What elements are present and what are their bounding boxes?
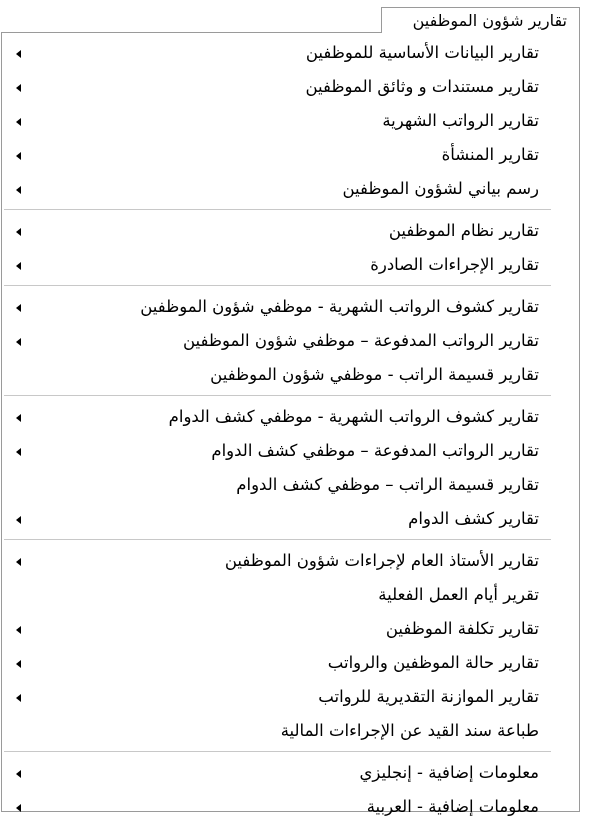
submenu-arrow-icon (16, 694, 21, 702)
menu-item-label: تقارير الموازنة التقديرية للرواتب (318, 687, 539, 706)
menu-item-label: تقارير كشف الدوام (408, 509, 539, 528)
submenu-arrow-icon (16, 414, 21, 422)
submenu-arrow-icon (16, 50, 21, 58)
submenu-arrow-icon (16, 152, 21, 160)
menu-item-label: طباعة سند القيد عن الإجراءات المالية (280, 721, 539, 740)
menu-item-label: تقارير قسيمة الراتب – موظفي كشف الدوام (236, 475, 539, 494)
menu-separator (4, 539, 551, 540)
menu-item[interactable] (2, 400, 579, 434)
submenu-arrow-icon (16, 84, 21, 92)
menu-item[interactable] (2, 290, 579, 324)
menu-separator (4, 395, 551, 396)
menu-item-label: تقارير الرواتب المدفوعة – موظفي كشف الدوام (211, 441, 539, 460)
menu-item[interactable] (2, 646, 579, 680)
submenu-arrow-icon (16, 626, 21, 634)
menu-item[interactable] (2, 578, 579, 612)
menu-separator (4, 209, 551, 210)
menu-item-label: تقارير نظام الموظفين (388, 221, 539, 240)
submenu-arrow-icon (16, 660, 21, 668)
menu-separator (4, 751, 551, 752)
submenu-arrow-icon (16, 186, 21, 194)
menu-item-label: تقرير أيام العمل الفعلية (378, 585, 539, 604)
menu-item-label: تقارير حالة الموظفين والرواتب (327, 653, 539, 672)
menu-item[interactable] (2, 714, 579, 748)
menu-item-label: تقارير كشوف الرواتب الشهرية - موظفي شؤون الموظفين (140, 297, 539, 316)
menu-item-label: تقارير قسيمة الراتب - موظفي شؤون الموظفين (210, 365, 539, 384)
menu-item[interactable] (2, 324, 579, 358)
menu-item[interactable] (2, 172, 579, 206)
menu-item-label: رسم بياني لشؤون الموظفين (342, 179, 539, 198)
submenu-arrow-icon (16, 804, 21, 812)
submenu-arrow-icon (16, 516, 21, 524)
menu-item[interactable] (2, 138, 579, 172)
menu-item-label: معلومات إضافية - إنجليزي (359, 763, 539, 782)
menu-item[interactable] (2, 36, 579, 70)
menu-item-label: تقارير البيانات الأساسية للموظفين (305, 43, 539, 62)
menu-item[interactable] (2, 70, 579, 104)
menu-item[interactable] (2, 434, 579, 468)
menu-item-label: تقارير تكلفة الموظفين (385, 619, 539, 638)
menu-item[interactable] (2, 544, 579, 578)
menu-item[interactable] (2, 612, 579, 646)
menu-separator (4, 285, 551, 286)
menu-item-label: تقارير الرواتب الشهرية (382, 111, 539, 130)
menu-item[interactable] (2, 468, 579, 502)
menu-item-label: تقارير الأستاذ العام لإجراءات شؤون الموظفين (224, 551, 539, 570)
submenu-arrow-icon (16, 338, 21, 346)
menu-item-label: معلومات إضافية - العربية (366, 797, 539, 816)
menu-item[interactable] (2, 358, 579, 392)
menu-item[interactable] (2, 502, 579, 536)
submenu-arrow-icon (16, 558, 21, 566)
submenu-arrow-icon (16, 228, 21, 236)
submenu-arrow-icon (16, 304, 21, 312)
submenu-arrow-icon (16, 118, 21, 126)
menu-item[interactable] (2, 756, 579, 790)
menu-item-label: تقارير الإجراءات الصادرة (370, 255, 539, 274)
menu-title[interactable]: تقارير شؤون الموظفين (381, 7, 580, 33)
menu-item[interactable] (2, 680, 579, 714)
menu-item-label: تقارير الرواتب المدفوعة – موظفي شؤون الموظفين (182, 331, 539, 350)
menu-item-label: تقارير كشوف الرواتب الشهرية - موظفي كشف الدوام (168, 407, 539, 426)
menu-item[interactable] (2, 248, 579, 282)
submenu-arrow-icon (16, 448, 21, 456)
menu-item-label: تقارير المنشأة (441, 145, 539, 164)
menu-item[interactable] (2, 104, 579, 138)
submenu-arrow-icon (16, 262, 21, 270)
menu-item[interactable] (2, 790, 579, 824)
submenu-arrow-icon (16, 770, 21, 778)
dropdown-menu (1, 32, 580, 816)
menu-item-label: تقارير مستندات و وثائق الموظفين (305, 77, 539, 96)
menu-item[interactable] (2, 214, 579, 248)
